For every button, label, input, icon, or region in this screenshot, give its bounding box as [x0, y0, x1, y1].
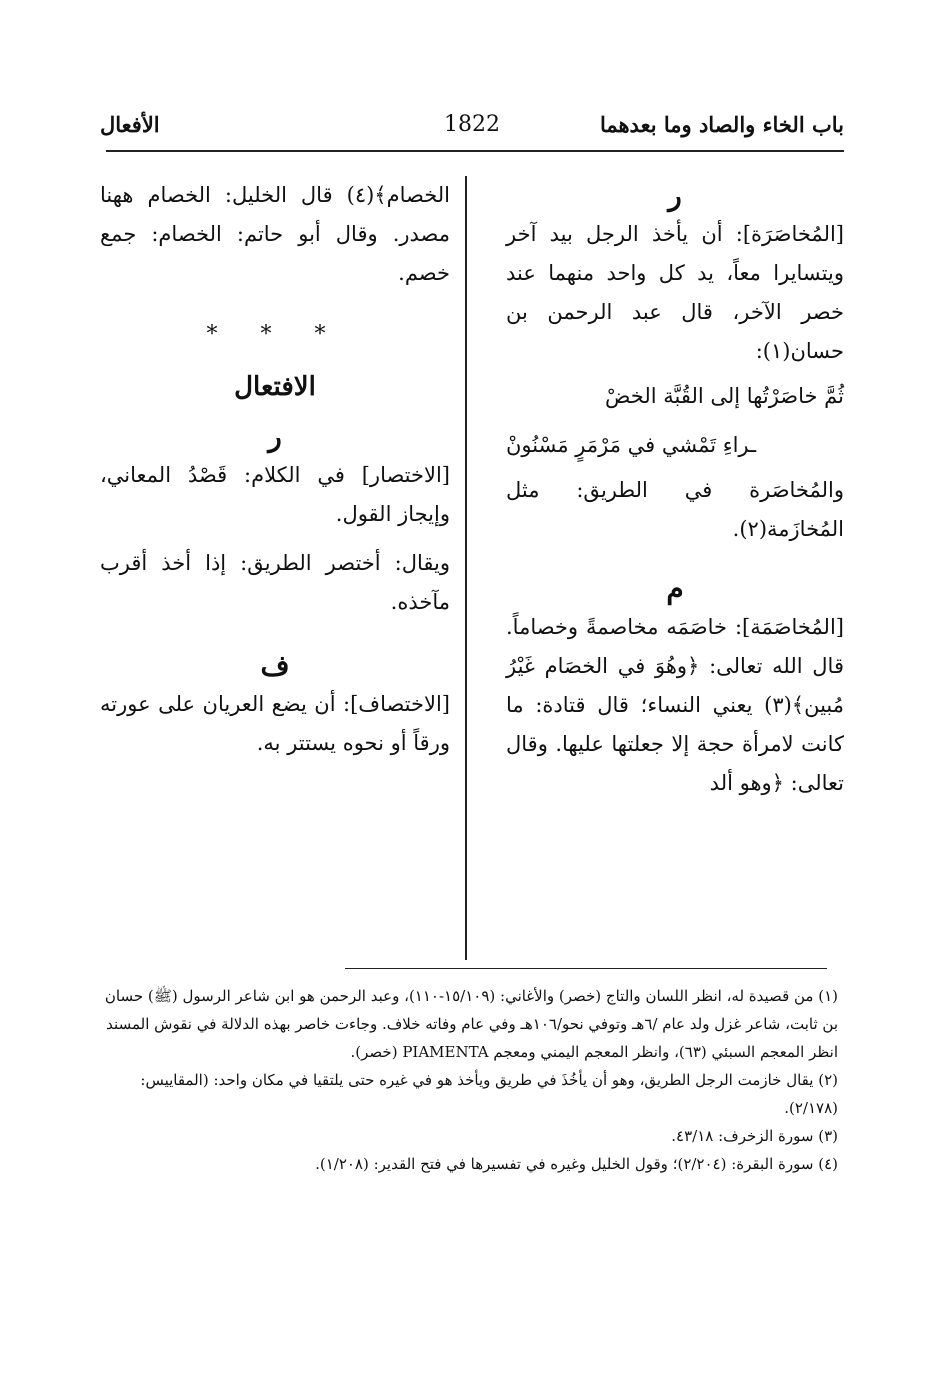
letter-heading-m: م — [666, 572, 684, 605]
entry-mukhasama: [المُخاصَمَة]: خاصَمَه مخاصمةً وخصاماً. قال الله تعالى: ﴿وهُوَ في الخصَام غَيْرُ مُبين﴾(٣) يعني النساء؛ قال قتادة: ما كانت لامرأة حجة إلا جعلتها عليها. وقال تعالى: ﴿وهو ألد — [506, 615, 844, 795]
verse-line-1: ثُمَّ خاصَرْتُها إلى القُبَّة الخضْ — [605, 384, 844, 408]
footnote-1: (١) من قصيدة له، انظر اللسان والتاج (خصر) والأغاني: (١٥/١٠٩-١١٠)، وعبد الرحمن هو ابن شاعر الرسول (ﷺ) حسان بن ثابت، شاعر غزل ولد عام /٦هـ وتوفي نحو/١٠٦هـ وفي عام وفاته خلاف. وجاءت خاصر بهذه الدلالة في نقوش المسند انظر المعجم السبئي (٦٣)، وانظر المعجم اليمني ومعجم PIAMENTA (خصر). — [104, 987, 838, 1061]
entry-ikhtisar: [الاختصار] في الكلام: قَصْدُ المعاني، وإيجاز القول. — [100, 463, 450, 526]
left-column — [100, 176, 450, 763]
letter-heading-f: ف — [260, 649, 290, 682]
letter-heading-r: ر — [668, 179, 682, 212]
page-header — [100, 112, 844, 152]
entry-khisam-continued: الخصام﴾(٤) قال الخليل: الخصام ههنا مصدر. وقال أبو حاتم: الخصام: جمع خصم. — [100, 183, 450, 285]
section-running-title: الأفعال — [100, 112, 160, 137]
footnote-3: (٣) سورة الزخرف: ٤٣/١٨. — [671, 1127, 838, 1145]
entry-mukhasara-tariq: والمُخاصَرة في الطريق: مثل المُخازَمة(٢). — [506, 478, 844, 541]
section-separator-stars: * * * — [206, 322, 344, 347]
column-divider — [465, 176, 467, 960]
entry-ikhtisaf: [الاختصاف]: أن يضع العريان على عورته ورقاً أو نحوه يستتر به. — [100, 692, 450, 755]
verse-line-2: ـراءِ تَمْشي في مَرْمَرٍ مَسْنُونْ — [506, 433, 757, 457]
entry-ikhtisar-tariq: ويقال: أختصر الطريق: إذا أخذ أقرب مآخذه. — [100, 551, 450, 614]
page-number: 1822 — [444, 112, 500, 137]
chapter-title: باب الخاء والصاد وما بعدهما — [599, 112, 844, 137]
header-rule — [106, 150, 844, 152]
footnotes — [98, 982, 838, 1178]
entry-mukhasara: [المُخاصَرَة]: أن يأخذ الرجل بيد آخر ويتسايرا معاً، يد كل واحد منهما عند خصر الآخر، قال عبد الرحمن بن حسان(١): — [506, 222, 844, 363]
footnote-4: (٤) سورة البقرة: (٢/٢٠٤)؛ وقول الخليل وغيره في تفسيرها في فتح القدير: (١/٢٠٨). — [315, 1155, 838, 1173]
footnote-2: (٢) يقال خازمت الرجل الطريق، وهو أن يأخُذَ في طريق ويأخذ هو في غيره حتى يلتقيا في مكان واحد: (المقاييس: (٢/١٧٨). — [140, 1071, 838, 1117]
section-title-iftial: الافتعال — [234, 372, 316, 402]
footnote-rule — [345, 968, 827, 969]
letter-heading-r-left: ر — [268, 420, 282, 453]
right-column — [506, 176, 844, 803]
